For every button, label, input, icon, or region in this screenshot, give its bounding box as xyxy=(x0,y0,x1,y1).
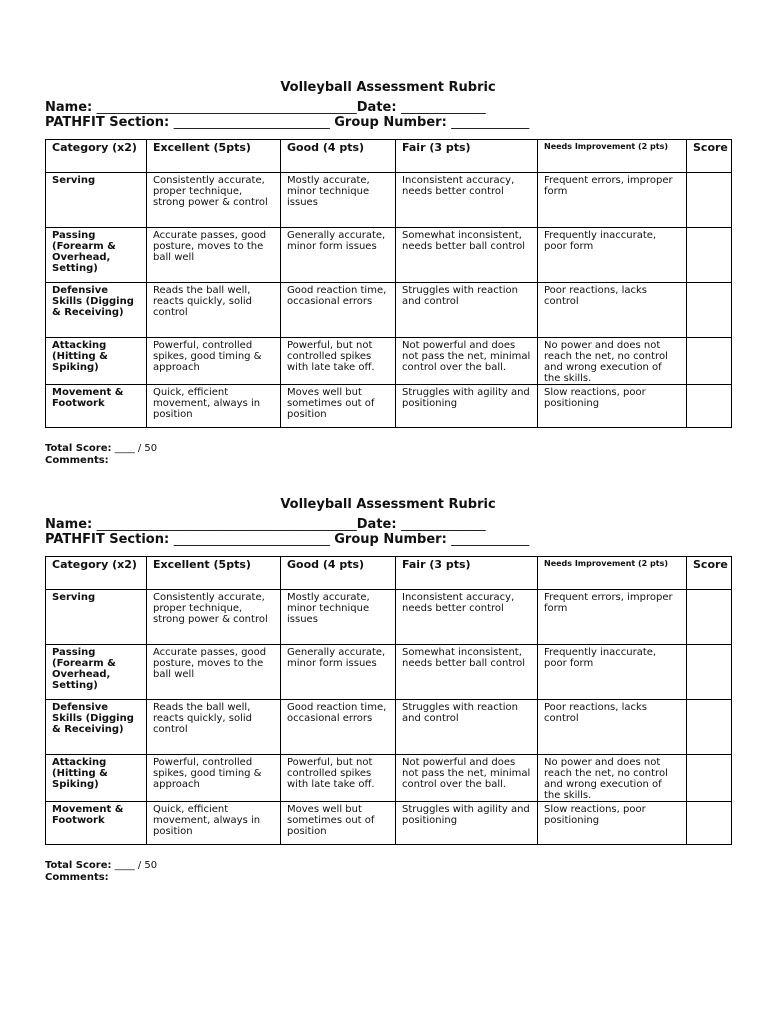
section-label: PATHFIT Section: xyxy=(45,115,170,130)
fair-cell: Not powerful and does not pass the net, minimal control over the ball. xyxy=(396,755,538,802)
table-row xyxy=(46,755,732,802)
header-good: Good (4 pts) xyxy=(281,557,396,590)
header-excellent: Excellent (5pts) xyxy=(147,557,281,590)
good-cell: Mostly accurate, minor technique issues xyxy=(281,590,396,645)
rubric-1 xyxy=(45,79,731,466)
table-row xyxy=(46,173,732,228)
fair-cell: Struggles with reaction and control xyxy=(396,283,538,338)
fair-cell: Not powerful and does not pass the net, minimal control over the ball. xyxy=(396,338,538,385)
section-field[interactable]: ________________________ xyxy=(173,115,330,130)
total-score-line xyxy=(45,443,157,455)
good-cell: Moves well but sometimes out of position xyxy=(281,802,396,845)
score-cell[interactable] xyxy=(687,385,732,428)
date-label: Date: xyxy=(356,517,397,532)
category-cell: Movement & Footwork xyxy=(46,385,147,428)
header-score: Score xyxy=(687,140,732,173)
comments-label: Comments: xyxy=(45,872,109,883)
name-label: Name: xyxy=(45,517,93,532)
section-field[interactable]: ________________________ xyxy=(173,532,330,547)
excellent-cell: Consistently accurate, proper technique, strong power & control xyxy=(147,173,281,228)
fair-cell: Struggles with reaction and control xyxy=(396,700,538,755)
header-fair: Fair (3 pts) xyxy=(396,140,538,173)
total-score-label: Total Score: xyxy=(45,443,112,454)
score-cell[interactable] xyxy=(687,755,732,802)
section-group-line xyxy=(45,532,731,547)
good-cell: Good reaction time, occasional errors xyxy=(281,700,396,755)
category-cell: Serving xyxy=(46,173,147,228)
category-cell: Attacking (Hitting & Spiking) xyxy=(46,338,147,385)
header-good: Good (4 pts) xyxy=(281,140,396,173)
rubric-title: Volleyball Assessment Rubric xyxy=(280,497,496,512)
good-cell: Generally accurate, minor form issues xyxy=(281,228,396,283)
excellent-cell: Reads the ball well, reacts quickly, solid control xyxy=(147,700,281,755)
header-fair: Fair (3 pts) xyxy=(396,557,538,590)
category-cell: Passing (Forearm & Overhead, Setting) xyxy=(46,228,147,283)
category-cell: Defensive Skills (Digging & Receiving) xyxy=(46,283,147,338)
total-score-label: Total Score: xyxy=(45,860,112,871)
name-label: Name: xyxy=(45,100,93,115)
excellent-cell: Quick, efficient movement, always in position xyxy=(147,802,281,845)
good-cell: Mostly accurate, minor technique issues xyxy=(281,173,396,228)
fair-cell: Somewhat inconsistent, needs better ball control xyxy=(396,645,538,700)
good-cell: Good reaction time, occasional errors xyxy=(281,283,396,338)
date-label: Date: xyxy=(356,100,397,115)
name-field[interactable]: ________________________________________ xyxy=(96,517,357,532)
excellent-cell: Quick, efficient movement, always in position xyxy=(147,385,281,428)
score-cell[interactable] xyxy=(687,700,732,755)
table-row xyxy=(46,338,732,385)
score-cell[interactable] xyxy=(687,645,732,700)
fair-cell: Inconsistent accuracy, needs better control xyxy=(396,173,538,228)
table-row xyxy=(46,590,732,645)
good-cell: Generally accurate, minor form issues xyxy=(281,645,396,700)
category-cell: Passing (Forearm & Overhead, Setting) xyxy=(46,645,147,700)
name-date-line xyxy=(45,100,731,115)
section-group-line xyxy=(45,115,731,130)
fair-cell: Struggles with agility and positioning xyxy=(396,802,538,845)
category-cell: Movement & Footwork xyxy=(46,802,147,845)
needs-improvement-cell: Slow reactions, poor positioning xyxy=(538,802,687,845)
excellent-cell: Accurate passes, good posture, moves to the ball well xyxy=(147,645,281,700)
name-date-line xyxy=(45,517,731,532)
excellent-cell: Powerful, controlled spikes, good timing & approach xyxy=(147,338,281,385)
needs-improvement-cell: No power and does not reach the net, no control and wrong execution of the skills. xyxy=(538,755,687,802)
table-row xyxy=(46,645,732,700)
category-cell: Defensive Skills (Digging & Receiving) xyxy=(46,700,147,755)
good-cell: Powerful, but not controlled spikes with late take off. xyxy=(281,338,396,385)
good-cell: Moves well but sometimes out of position xyxy=(281,385,396,428)
table-row xyxy=(46,228,732,283)
score-cell[interactable] xyxy=(687,338,732,385)
table-row xyxy=(46,700,732,755)
info-block xyxy=(45,517,731,547)
info-block xyxy=(45,100,731,130)
score-cell[interactable] xyxy=(687,590,732,645)
excellent-cell: Consistently accurate, proper technique, strong power & control xyxy=(147,590,281,645)
header-score: Score xyxy=(687,557,732,590)
category-cell: Attacking (Hitting & Spiking) xyxy=(46,755,147,802)
total-score-field[interactable]: ____ / 50 xyxy=(114,443,158,454)
needs-improvement-cell: Slow reactions, poor positioning xyxy=(538,385,687,428)
category-cell: Serving xyxy=(46,590,147,645)
group-label: Group Number: xyxy=(334,532,447,547)
header-row xyxy=(46,557,732,590)
needs-improvement-cell: Frequent errors, improper form xyxy=(538,590,687,645)
comments-label: Comments: xyxy=(45,455,109,466)
excellent-cell: Reads the ball well, reacts quickly, solid control xyxy=(147,283,281,338)
table-row xyxy=(46,283,732,338)
score-cell[interactable] xyxy=(687,283,732,338)
header-category: Category (x2) xyxy=(46,557,147,590)
score-footer xyxy=(45,443,157,467)
header-excellent: Excellent (5pts) xyxy=(147,140,281,173)
fair-cell: Struggles with agility and positioning xyxy=(396,385,538,428)
section-label: PATHFIT Section: xyxy=(45,532,170,547)
score-footer xyxy=(45,860,157,884)
header-needs-improvement: Needs Improvement (2 pts) xyxy=(538,557,687,590)
needs-improvement-cell: Poor reactions, lacks control xyxy=(538,283,687,338)
group-field[interactable]: ____________ xyxy=(451,532,530,547)
needs-improvement-cell: Frequent errors, improper form xyxy=(538,173,687,228)
header-row xyxy=(46,140,732,173)
header-category: Category (x2) xyxy=(46,140,147,173)
score-cell[interactable] xyxy=(687,802,732,845)
group-label: Group Number: xyxy=(334,115,447,130)
needs-improvement-cell: Frequently inaccurate, poor form xyxy=(538,645,687,700)
excellent-cell: Accurate passes, good posture, moves to the ball well xyxy=(147,228,281,283)
table-row xyxy=(46,802,732,845)
date-field[interactable]: _____________ xyxy=(401,100,486,115)
group-field[interactable]: ____________ xyxy=(451,115,530,130)
header-needs-improvement: Needs Improvement (2 pts) xyxy=(538,140,687,173)
rubric-table xyxy=(45,556,732,845)
needs-improvement-cell: Poor reactions, lacks control xyxy=(538,700,687,755)
total-score-line xyxy=(45,860,157,872)
fair-cell: Inconsistent accuracy, needs better control xyxy=(396,590,538,645)
rubric-2 xyxy=(45,496,731,883)
needs-improvement-cell: No power and does not reach the net, no control and wrong execution of the skills. xyxy=(538,338,687,385)
good-cell: Powerful, but not controlled spikes with late take off. xyxy=(281,755,396,802)
rubric-title: Volleyball Assessment Rubric xyxy=(280,80,496,95)
rubric-table xyxy=(45,139,732,428)
excellent-cell: Powerful, controlled spikes, good timing & approach xyxy=(147,755,281,802)
fair-cell: Somewhat inconsistent, needs better ball control xyxy=(396,228,538,283)
needs-improvement-cell: Frequently inaccurate, poor form xyxy=(538,228,687,283)
total-score-field[interactable]: ____ / 50 xyxy=(114,860,158,871)
score-cell[interactable] xyxy=(687,228,732,283)
date-field[interactable]: _____________ xyxy=(401,517,486,532)
name-field[interactable]: ________________________________________ xyxy=(96,100,357,115)
table-row xyxy=(46,385,732,428)
score-cell[interactable] xyxy=(687,173,732,228)
